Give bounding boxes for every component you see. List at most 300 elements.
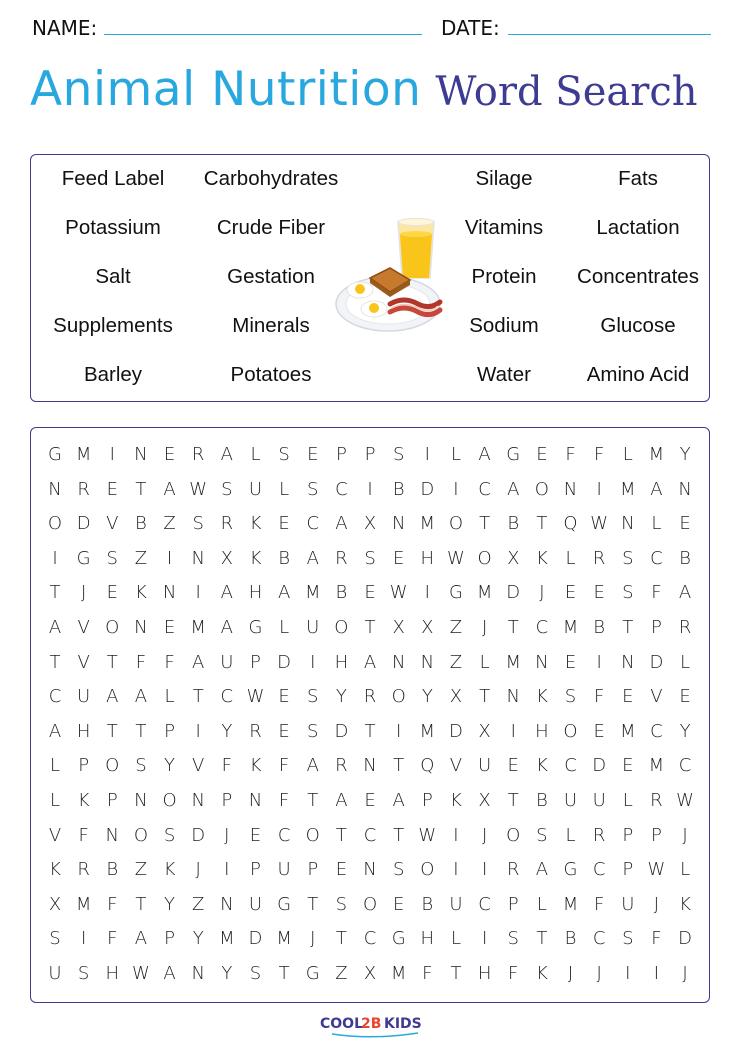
grid-letter[interactable]: O [305,824,320,846]
grid-letter[interactable]: O [362,893,378,915]
grid-letter[interactable]: S [307,686,319,708]
grid-letter[interactable]: Y [164,893,176,915]
grid-letter[interactable]: A [192,651,205,673]
grid-letter[interactable]: K [535,686,548,708]
grid-letter[interactable]: Z [134,859,148,881]
grid-letter[interactable]: F [78,824,89,846]
grid-letter[interactable]: N [391,513,406,535]
grid-letter[interactable]: W [418,824,437,846]
grid-letter[interactable]: O [105,755,120,777]
grid-letter[interactable]: L [651,513,662,535]
grid-letter[interactable]: T [622,617,634,638]
grid-letter[interactable]: F [278,755,290,777]
grid-letter[interactable]: C [363,928,377,950]
grid-letter[interactable]: O [334,617,349,638]
grid-letter[interactable]: M [476,582,493,604]
grid-letter[interactable]: T [364,617,376,638]
grid-letter[interactable]: U [277,859,291,881]
grid-letter[interactable]: D [420,478,435,500]
grid-letter[interactable]: T [536,928,548,950]
grid-letter[interactable]: A [163,478,176,500]
grid-letter[interactable]: L [622,790,633,811]
grid-letter[interactable]: D [277,651,292,673]
grid-letter[interactable]: V [106,513,119,535]
grid-letter[interactable]: H [334,651,349,673]
grid-letter[interactable]: G [248,617,263,638]
grid-letter[interactable]: B [507,513,520,535]
grid-letter[interactable]: R [363,686,377,708]
grid-letter[interactable]: K [49,859,61,881]
grid-letter[interactable]: I [80,928,87,950]
grid-letter[interactable]: R [506,859,520,881]
grid-letter[interactable]: T [135,893,147,915]
grid-letter[interactable]: A [363,651,377,673]
grid-letter[interactable]: T [335,928,347,950]
grid-letter[interactable]: A [134,928,148,950]
grid-letter[interactable]: E [163,617,176,638]
grid-letter[interactable]: I [424,444,430,465]
grid-letter[interactable]: Y [679,444,691,465]
grid-letter[interactable]: T [393,755,405,777]
grid-letter[interactable]: O [47,513,63,535]
grid-letter[interactable]: T [479,686,491,708]
grid-letter[interactable]: J [653,893,660,915]
grid-letter[interactable]: C [564,755,577,777]
grid-letter[interactable]: A [478,444,491,465]
grid-letter[interactable]: D [449,720,463,742]
grid-letter[interactable]: F [422,963,433,984]
grid-letter[interactable]: A [678,582,692,604]
grid-letter[interactable]: A [48,720,62,742]
grid-letter[interactable]: E [278,720,290,742]
grid-letter[interactable]: T [450,963,462,984]
grid-letter[interactable]: F [593,444,605,465]
grid-letter[interactable]: N [134,790,148,811]
grid-letter[interactable]: J [481,617,488,638]
grid-letter[interactable]: O [420,859,435,881]
grid-letter[interactable]: S [307,478,319,500]
grid-letter[interactable]: W [389,582,408,604]
grid-letter[interactable]: D [76,513,91,535]
grid-letter[interactable]: M [75,444,92,465]
grid-letter[interactable]: G [391,928,406,950]
grid-letter[interactable]: A [335,790,348,811]
grid-letter[interactable]: B [278,547,290,569]
grid-letter[interactable]: N [191,790,205,811]
grid-letter[interactable]: D [649,651,664,673]
grid-letter[interactable]: B [335,582,348,604]
grid-letter[interactable]: U [592,790,606,811]
grid-letter[interactable]: E [564,582,577,604]
grid-letter[interactable]: A [306,755,319,777]
grid-letter[interactable]: I [653,963,660,984]
grid-letter[interactable]: T [307,790,319,811]
grid-letter[interactable]: L [450,928,461,950]
grid-letter[interactable]: K [679,893,691,915]
grid-letter[interactable]: B [593,617,606,638]
grid-letter[interactable]: E [622,686,634,708]
grid-letter[interactable]: T [364,720,376,742]
grid-letter[interactable]: P [622,824,634,846]
grid-letter[interactable]: K [450,790,462,811]
grid-letter[interactable]: A [220,444,233,465]
grid-letter[interactable]: B [392,478,405,500]
grid-letter[interactable]: A [220,617,233,638]
grid-letter[interactable]: M [562,617,579,638]
grid-letter[interactable]: O [162,790,177,811]
grid-letter[interactable]: N [248,790,263,811]
grid-letter[interactable]: W [676,790,694,811]
grid-letter[interactable]: L [622,444,633,465]
grid-letter[interactable]: F [135,651,147,673]
grid-letter[interactable]: E [335,859,348,881]
grid-letter[interactable]: C [478,478,491,500]
grid-letter[interactable]: V [77,617,90,638]
grid-letter[interactable]: J [682,963,688,984]
grid-letter[interactable]: T [106,651,118,673]
grid-letter[interactable]: J [310,928,316,950]
grid-letter[interactable]: I [481,928,488,950]
grid-letter[interactable]: T [507,617,519,638]
grid-letter[interactable]: B [421,893,434,915]
grid-letter[interactable]: I [625,963,631,984]
grid-letter[interactable]: U [478,755,492,777]
grid-letter[interactable]: I [224,859,230,881]
grid-letter[interactable]: E [564,651,577,673]
grid-letter[interactable]: N [363,859,377,881]
grid-letter[interactable]: K [535,755,548,777]
grid-letter[interactable]: I [52,547,58,569]
grid-letter[interactable]: I [453,478,459,500]
grid-letter[interactable]: U [449,893,463,915]
grid-letter[interactable]: G [76,547,91,569]
grid-letter[interactable]: C [363,824,377,846]
grid-letter[interactable]: C [650,547,663,569]
grid-letter[interactable]: D [506,582,521,604]
grid-letter[interactable]: T [393,824,405,846]
grid-letter[interactable]: A [650,478,663,500]
grid-letter[interactable]: J [539,582,545,604]
grid-letter[interactable]: A [48,617,62,638]
grid-letter[interactable]: S [278,444,290,465]
grid-letter[interactable]: E [106,478,118,500]
grid-letter[interactable]: N [191,963,205,984]
grid-letter[interactable]: P [421,790,433,811]
grid-letter[interactable]: W [590,513,609,535]
grid-letter[interactable]: Y [421,686,433,708]
grid-letter[interactable]: J [195,859,201,881]
grid-letter[interactable]: J [481,824,488,846]
grid-letter[interactable]: S [335,893,348,915]
grid-letter[interactable]: F [221,755,232,777]
grid-letter[interactable]: R [650,790,663,811]
grid-letter[interactable]: R [220,513,234,535]
grid-letter[interactable]: S [192,513,204,535]
grid-letter[interactable]: H [105,963,120,984]
grid-letter[interactable]: S [536,824,548,846]
grid-letter[interactable]: T [507,790,519,811]
grid-letter[interactable]: F [593,893,605,915]
grid-letter[interactable]: O [534,478,549,500]
grid-letter[interactable]: M [304,582,321,604]
grid-letter[interactable]: S [392,444,405,465]
grid-letter[interactable]: F [651,928,662,950]
grid-letter[interactable]: Z [163,513,176,535]
grid-letter[interactable]: C [678,755,692,777]
grid-letter[interactable]: X [220,547,233,569]
grid-letter[interactable]: Z [192,893,205,915]
grid-letter[interactable]: N [420,651,435,673]
grid-letter[interactable]: I [510,720,516,742]
grid-letter[interactable]: M [419,513,436,535]
grid-letter[interactable]: V [449,755,463,777]
grid-letter[interactable]: P [221,790,233,811]
grid-letter[interactable]: L [565,547,576,569]
grid-letter[interactable]: H [248,582,263,604]
grid-letter[interactable]: H [535,720,549,742]
grid-letter[interactable]: T [135,478,147,500]
grid-letter[interactable]: E [392,547,405,569]
grid-letter[interactable]: N [105,824,119,846]
grid-letter[interactable]: S [392,859,405,881]
grid-letter[interactable]: P [507,893,519,915]
grid-letter[interactable]: I [396,720,402,742]
grid-letter[interactable]: E [163,444,176,465]
grid-letter[interactable]: L [49,755,61,777]
grid-letter[interactable]: S [364,547,376,569]
grid-letter[interactable]: N [535,651,549,673]
grid-letter[interactable]: A [163,963,176,984]
grid-letter[interactable]: N [48,478,62,500]
grid-letter[interactable]: Z [335,963,348,984]
grid-letter[interactable]: C [535,617,549,638]
grid-letter[interactable]: W [246,686,265,708]
grid-letter[interactable]: U [220,651,234,673]
grid-letter[interactable]: R [592,824,606,846]
grid-letter[interactable]: N [391,651,406,673]
grid-letter[interactable]: W [647,859,666,881]
grid-letter[interactable]: R [678,617,692,638]
grid-letter[interactable]: L [49,790,61,811]
grid-letter[interactable]: X [449,686,463,708]
grid-letter[interactable]: W [189,478,208,500]
grid-letter[interactable]: S [77,963,90,984]
grid-letter[interactable]: K [249,547,262,569]
grid-letter[interactable]: K [163,859,176,881]
grid-letter[interactable]: I [310,651,316,673]
grid-letter[interactable]: D [191,824,206,846]
grid-letter[interactable]: Z [449,651,463,673]
grid-letter[interactable]: O [563,720,578,742]
grid-letter[interactable]: I [195,720,201,742]
grid-letter[interactable]: V [48,824,62,846]
grid-letter[interactable]: T [536,513,548,535]
grid-letter[interactable]: M [75,893,92,915]
grid-letter[interactable]: C [277,824,291,846]
grid-letter[interactable]: I [481,859,488,881]
grid-letter[interactable]: T [135,720,147,742]
grid-letter[interactable]: J [80,582,87,604]
grid-letter[interactable]: S [307,720,319,742]
grid-letter[interactable]: F [107,893,118,915]
grid-letter[interactable]: O [448,513,464,535]
grid-letter[interactable]: X [507,547,520,569]
grid-letter[interactable]: E [278,513,290,535]
grid-letter[interactable]: I [596,478,602,500]
grid-letter[interactable]: P [78,755,90,777]
grid-letter[interactable]: I [453,859,459,881]
grid-letter[interactable]: Y [335,686,347,708]
grid-letter[interactable]: S [221,478,233,500]
grid-letter[interactable]: C [650,720,663,742]
grid-letter[interactable]: M [390,963,407,984]
grid-letter[interactable]: O [391,686,406,708]
grid-letter[interactable]: Y [192,928,204,950]
grid-letter[interactable]: A [335,513,348,535]
grid-letter[interactable]: U [248,893,263,915]
grid-letter[interactable]: E [593,720,605,742]
grid-letter[interactable]: L [250,444,261,465]
grid-letter[interactable]: U [563,790,578,811]
grid-letter[interactable]: C [306,513,320,535]
grid-letter[interactable]: C [592,928,606,950]
grid-letter[interactable]: J [682,824,688,846]
grid-letter[interactable]: P [651,824,662,846]
grid-letter[interactable]: A [134,686,148,708]
grid-letter[interactable]: L [279,478,290,500]
grid-letter[interactable]: L [536,893,547,915]
grid-letter[interactable]: F [565,444,576,465]
grid-letter[interactable]: H [477,963,492,984]
grid-letter[interactable]: B [679,547,691,569]
grid-letter[interactable]: X [363,963,377,984]
grid-letter[interactable]: X [363,513,377,535]
grid-letter[interactable]: E [536,444,548,465]
grid-letter[interactable]: T [106,720,118,742]
grid-letter[interactable]: U [248,478,263,500]
grid-letter[interactable]: E [593,582,605,604]
grid-letter[interactable]: P [106,790,118,811]
grid-letter[interactable]: E [392,893,405,915]
grid-letter[interactable]: R [191,444,205,465]
grid-letter[interactable]: L [680,651,691,673]
grid-letter[interactable]: W [447,547,465,569]
grid-letter[interactable]: E [249,824,262,846]
grid-letter[interactable]: T [49,651,61,673]
grid-letter[interactable]: R [77,859,90,881]
grid-letter[interactable]: N [621,513,635,535]
grid-letter[interactable]: X [478,720,491,742]
grid-letter[interactable]: S [49,928,61,950]
grid-letter[interactable]: S [564,686,577,708]
grid-letter[interactable]: G [506,444,521,465]
grid-letter[interactable]: N [134,444,148,465]
grid-letter[interactable]: V [192,755,205,777]
grid-letter[interactable]: C [592,859,606,881]
grid-letter[interactable]: L [279,617,290,638]
grid-letter[interactable]: E [278,686,290,708]
grid-letter[interactable]: E [307,444,319,465]
grid-letter[interactable]: U [306,617,320,638]
grid-letter[interactable]: F [107,928,118,950]
grid-letter[interactable]: O [477,547,492,569]
grid-letter[interactable]: R [249,720,262,742]
grid-letter[interactable]: O [105,617,120,638]
grid-letter[interactable]: N [363,755,377,777]
grid-letter[interactable]: C [220,686,234,708]
grid-letter[interactable]: E [622,755,634,777]
grid-letter[interactable]: Z [134,547,148,569]
grid-letter[interactable]: P [250,651,261,673]
grid-letter[interactable]: N [563,478,578,500]
grid-letter[interactable]: S [249,963,262,984]
grid-letter[interactable]: D [678,928,693,950]
grid-letter[interactable]: Y [679,720,691,742]
grid-letter[interactable]: N [191,547,205,569]
grid-letter[interactable]: T [479,513,491,535]
grid-letter[interactable]: K [249,513,262,535]
grid-letter[interactable]: A [392,790,405,811]
grid-letter[interactable]: T [335,824,347,846]
grid-letter[interactable]: U [77,686,91,708]
grid-letter[interactable]: O [133,824,148,846]
grid-letter[interactable]: P [364,444,376,465]
grid-letter[interactable]: X [392,617,405,638]
grid-letter[interactable]: I [195,582,201,604]
grid-letter[interactable]: P [164,928,175,950]
grid-letter[interactable]: F [164,651,175,673]
grid-letter[interactable]: Z [449,617,463,638]
grid-letter[interactable]: D [334,720,349,742]
grid-letter[interactable]: G [563,859,578,881]
grid-letter[interactable]: E [507,755,519,777]
grid-letter[interactable]: N [220,893,234,915]
grid-letter[interactable]: I [109,444,115,465]
grid-letter[interactable]: T [192,686,204,708]
grid-letter[interactable]: N [678,478,692,500]
grid-letter[interactable]: R [335,755,348,777]
grid-letter[interactable]: R [77,478,90,500]
grid-letter[interactable]: U [48,963,62,984]
grid-letter[interactable]: N [162,582,177,604]
grid-letter[interactable]: R [592,547,606,569]
grid-letter[interactable]: S [507,928,519,950]
grid-letter[interactable]: P [622,859,634,881]
grid-letter[interactable]: Y [221,963,233,984]
grid-letter[interactable]: M [190,617,206,638]
grid-letter[interactable]: L [680,859,691,881]
grid-letter[interactable]: I [166,547,173,569]
grid-letter[interactable]: E [364,790,376,811]
grid-letter[interactable]: Q [563,513,578,535]
grid-letter[interactable]: R [335,547,348,569]
grid-letter[interactable]: I [596,651,602,673]
grid-letter[interactable]: U [621,893,635,915]
grid-letter[interactable]: X [48,893,62,915]
name-field-line[interactable] [104,34,422,35]
grid-letter[interactable]: C [335,478,348,500]
grid-letter[interactable]: C [478,893,491,915]
grid-letter[interactable]: F [508,963,519,984]
grid-letter[interactable]: L [450,444,461,465]
grid-letter[interactable]: A [277,582,291,604]
grid-letter[interactable]: T [307,893,319,915]
grid-letter[interactable]: V [650,686,663,708]
grid-letter[interactable]: S [622,547,634,569]
grid-letter[interactable]: M [505,651,521,673]
grid-letter[interactable]: M [419,720,436,742]
grid-letter[interactable]: F [278,790,290,811]
